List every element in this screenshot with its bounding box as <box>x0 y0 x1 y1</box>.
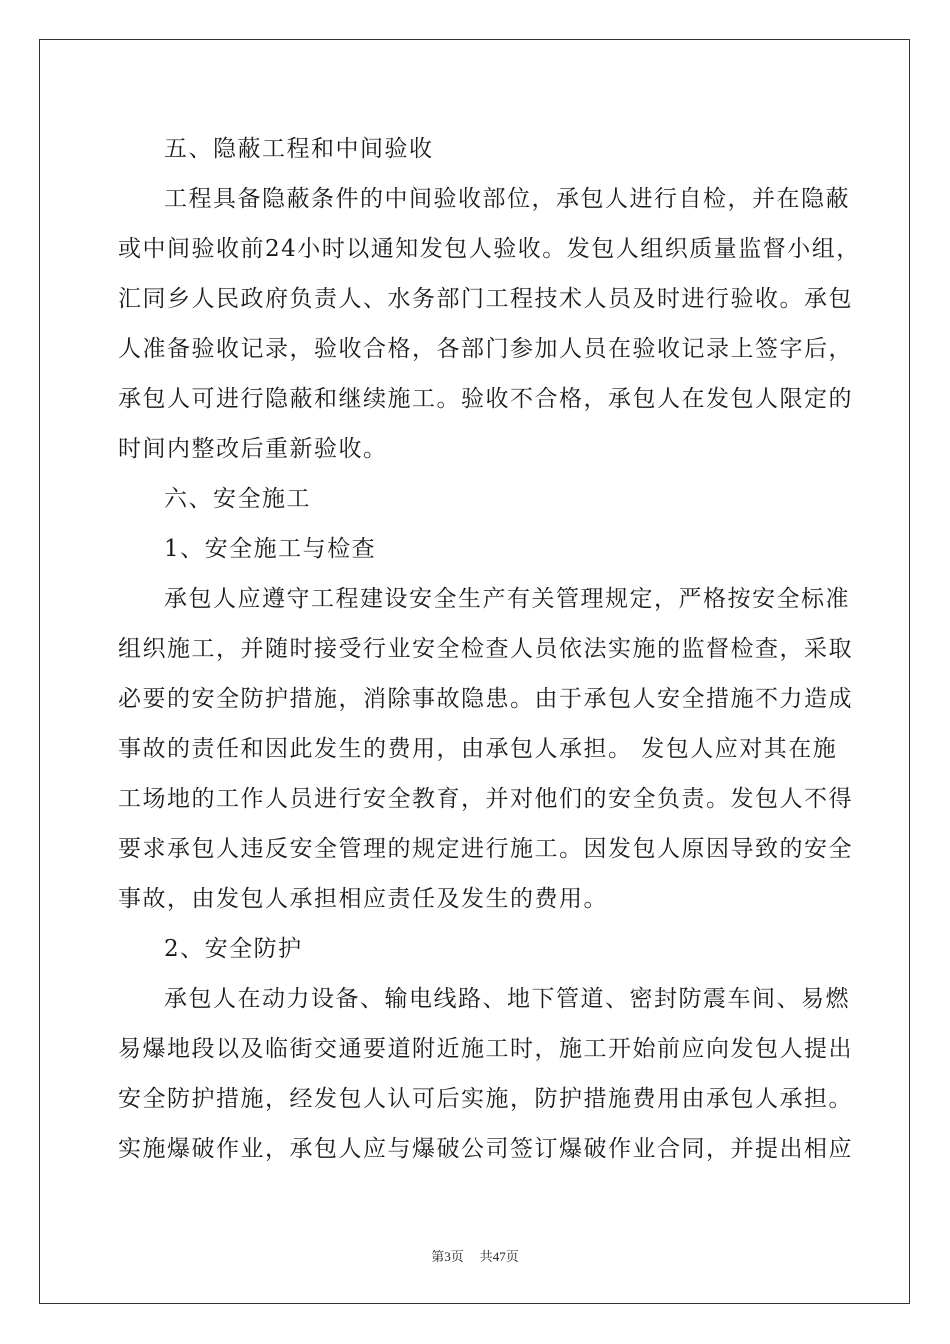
document-body <box>118 124 861 1174</box>
section-heading: 六、安全施工 <box>164 486 311 512</box>
paragraph-line: 承包人应遵守工程建设安全生产有关管理规定，严格按安全标准 <box>164 586 850 612</box>
paragraph-line: 必要的安全防护措施，消除事故隐患。由于承包人安全措施不力造成 <box>118 686 853 712</box>
page-number-current: 第3页 <box>431 1249 464 1264</box>
subsection-heading: 1、安全施工与检查 <box>164 536 377 562</box>
paragraph-line: 安全防护措施，经发包人认可后实施，防护措施费用由承包人承担。 <box>118 1086 853 1112</box>
page-footer <box>0 1246 950 1265</box>
paragraph-line: 要求承包人违反安全管理的规定进行施工。因发包人原因导致的安全 <box>118 836 853 862</box>
page-number-total: 共47页 <box>479 1249 519 1264</box>
paragraph-line: 人准备验收记录，验收合格，各部门参加人员在验收记录上签字后， <box>118 336 853 362</box>
paragraph-line: 事故，由发包人承担相应责任及发生的费用。 <box>118 886 608 912</box>
paragraph-line: 或中间验收前24小时以通知发包人验收。发包人组织质量监督小组， <box>118 236 861 262</box>
paragraph-line: 承包人在动力设备、输电线路、地下管道、密封防震车间、易燃 <box>164 986 850 1012</box>
paragraph-line: 事故的责任和因此发生的费用，由承包人承担。 发包人应对其在施 <box>118 736 838 762</box>
subsection-heading: 2、安全防护 <box>164 936 303 962</box>
paragraph-line: 工场地的工作人员进行安全教育，并对他们的安全负责。发包人不得 <box>118 786 853 812</box>
section-heading: 五、隐蔽工程和中间验收 <box>164 136 434 162</box>
paragraph-line: 承包人可进行隐蔽和继续施工。验收不合格，承包人在发包人限定的 <box>118 386 853 412</box>
paragraph-line: 汇同乡人民政府负责人、水务部门工程技术人员及时进行验收。承包 <box>118 286 853 312</box>
paragraph-line: 组织施工，并随时接受行业安全检查人员依法实施的监督检查，采取 <box>118 636 853 662</box>
paragraph-line: 工程具备隐蔽条件的中间验收部位，承包人进行自检，并在隐蔽 <box>164 186 850 212</box>
paragraph-line: 时间内整改后重新验收。 <box>118 436 388 462</box>
paragraph-line: 实施爆破作业，承包人应与爆破公司签订爆破作业合同，并提出相应 <box>118 1136 853 1162</box>
paragraph-line: 易爆地段以及临街交通要道附近施工时，施工开始前应向发包人提出 <box>118 1036 853 1062</box>
